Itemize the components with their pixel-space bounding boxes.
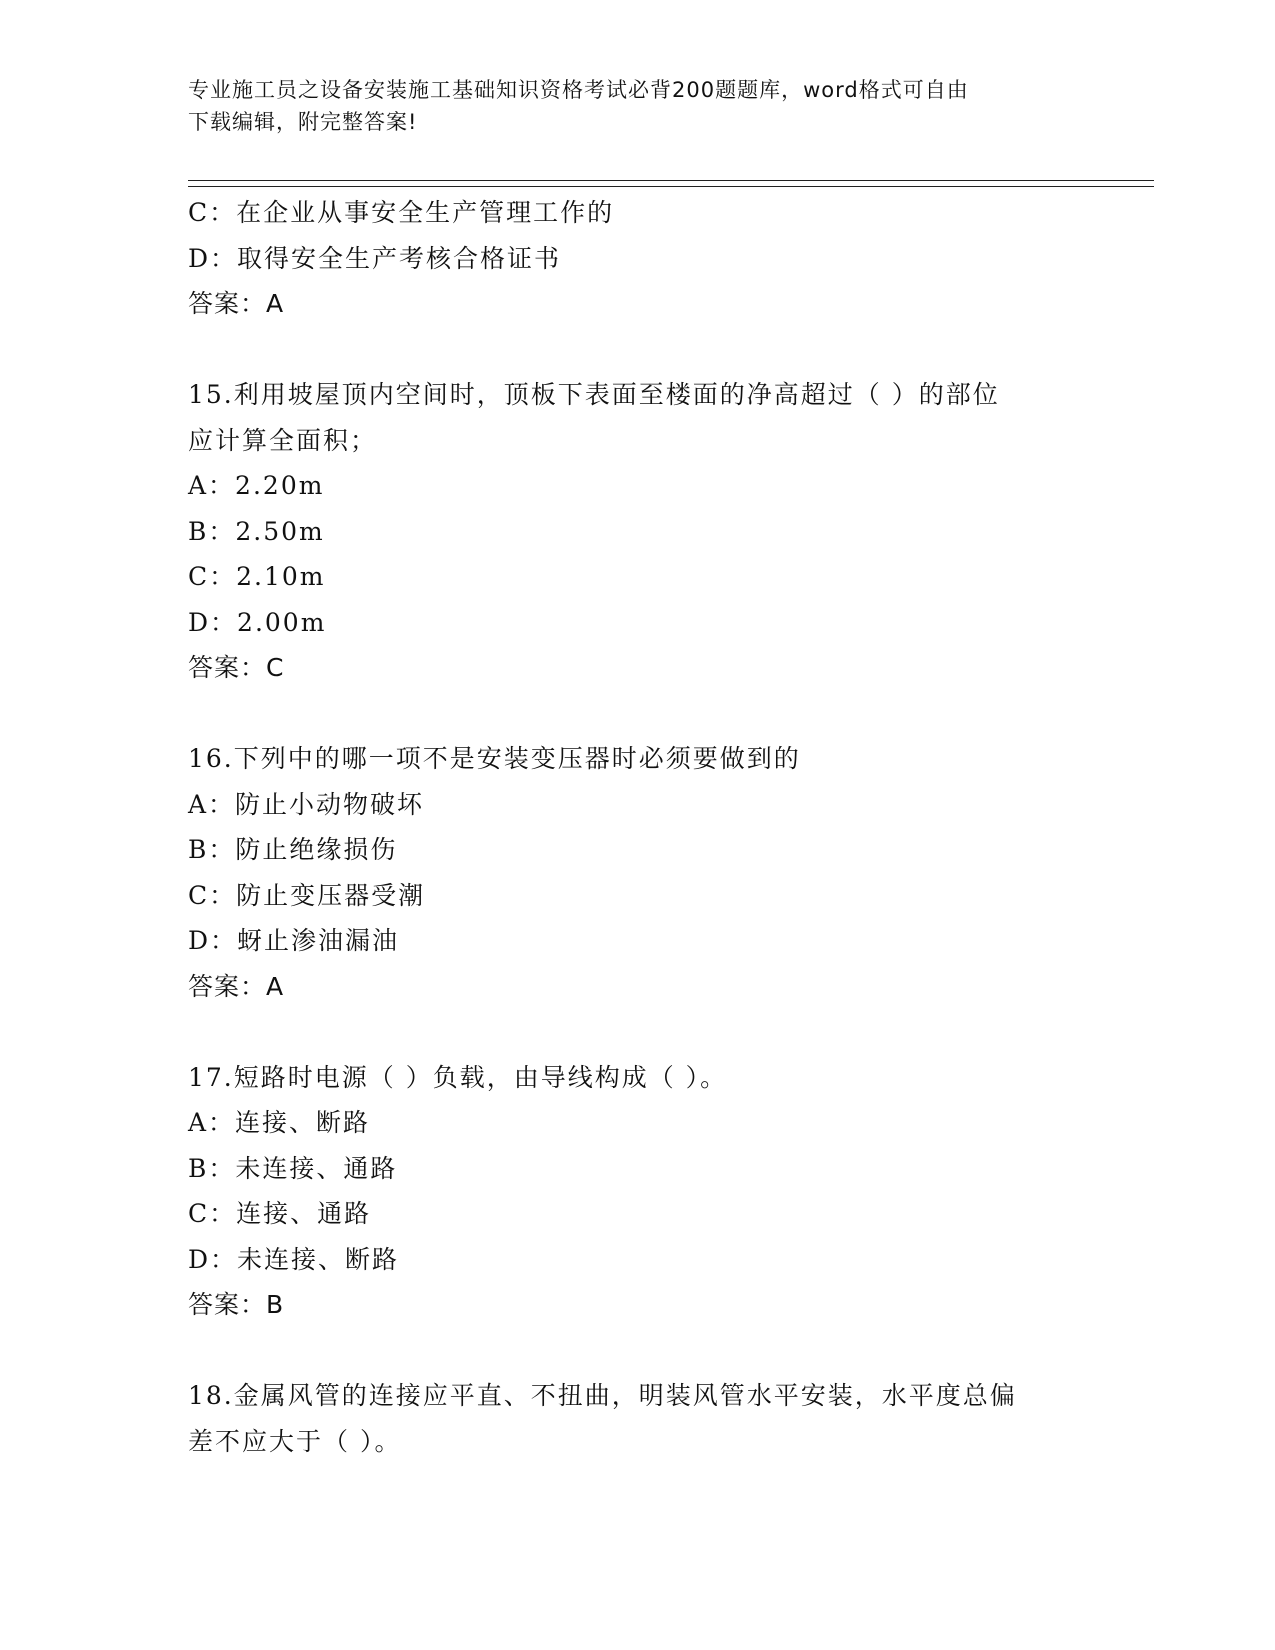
question-stem-continued: 应计算全面积；	[188, 425, 378, 455]
question-stem: 17.短路时电源（ ）负载，由导线构成（ ）。	[188, 1062, 728, 1092]
option-b: B：防止绝缘损伤	[188, 835, 398, 864]
spacer	[188, 327, 1088, 373]
answer: 答案：A	[188, 289, 285, 318]
question-content	[188, 190, 1088, 1464]
answer: 答案：B	[188, 1290, 285, 1319]
question-stem: 18.金属风管的连接应平直、不扭曲，明装风管水平安装，水平度总偏	[188, 1381, 1017, 1410]
option-c: C：防止变压器受潮	[188, 880, 426, 910]
option-b: B：未连接、通路	[188, 1153, 398, 1183]
question-stem-continued: 差不应大于（ ）。	[188, 1426, 402, 1456]
answer: 答案：A	[188, 971, 285, 1001]
option-c: C：在企业从事安全生产管理工作的	[188, 198, 615, 227]
option-b: B：2.50m	[188, 516, 325, 546]
document-header	[188, 74, 1088, 138]
header-line-2: 下载编辑，附完整答案!	[188, 110, 418, 134]
option-d: D：未连接、断路	[188, 1244, 400, 1274]
option-a: A：连接、断路	[188, 1108, 371, 1137]
option-c: C：连接、通路	[188, 1199, 372, 1228]
question-stem: 15.利用坡屋顶内空间时，顶板下表面至楼面的净高超过（ ）的部位	[188, 380, 1000, 409]
question-15	[188, 372, 1088, 691]
option-c: C：2.10m	[188, 562, 326, 591]
option-d: D：2.00m	[188, 607, 327, 637]
question-16	[188, 736, 1088, 1009]
spacer	[188, 1328, 1088, 1374]
option-d: D：取得安全生产考核合格证书	[188, 243, 562, 273]
option-a: A：防止小动物破坏	[188, 789, 425, 819]
option-d: D：蚜止渗油漏油	[188, 926, 400, 955]
answer: 答案：C	[188, 653, 285, 682]
spacer	[188, 691, 1088, 737]
question-18	[188, 1373, 1088, 1464]
header-divider-top	[188, 180, 1154, 181]
question-stem: 16.下列中的哪一项不是安装变压器时必须要做到的	[188, 744, 801, 773]
question-14-continued	[188, 190, 1088, 327]
spacer	[188, 1009, 1088, 1055]
option-a: A：2.20m	[188, 471, 325, 500]
header-divider-bottom	[188, 186, 1154, 187]
header-line-1: 专业施工员之设备安装施工基础知识资格考试必背200题题库，word格式可自由	[188, 78, 969, 102]
question-17	[188, 1055, 1088, 1328]
